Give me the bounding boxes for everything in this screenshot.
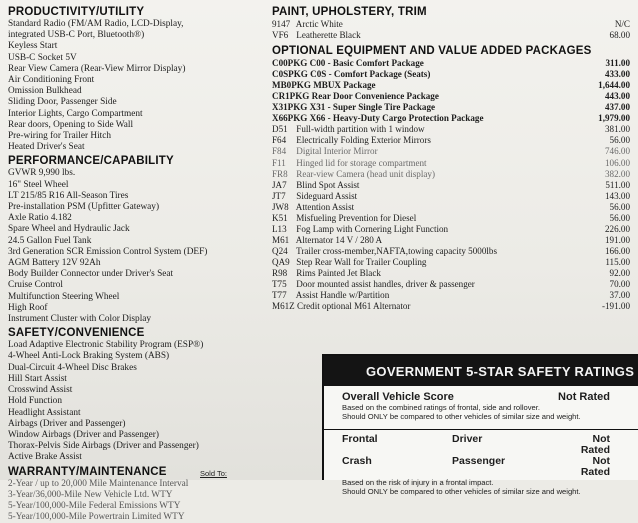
option-code: T75 [272, 279, 287, 290]
equipment-line: AGM Battery 12V 92Ah [8, 258, 101, 269]
equipment-line: Body Builder Connector under Driver's Seat [8, 269, 174, 280]
option-row [272, 180, 634, 191]
driver-label: Driver [452, 433, 483, 445]
option-price: 746.00 [604, 146, 630, 157]
standard-equipment-column [8, 6, 270, 523]
equipment-line: High Roof [8, 302, 48, 313]
paint-heading: PAINT, UPHOLSTERY, TRIM [272, 6, 427, 18]
option-price: 115.00 [605, 256, 630, 267]
equipment-line: Crosswind Assist [8, 385, 73, 396]
option-row [272, 257, 634, 268]
option-code: F64 [272, 135, 287, 146]
warranty-list [8, 479, 270, 523]
equipment-line: 3rd Generation SCR Emission Control System (DEF) [8, 246, 208, 257]
equipment-line: Airbags (Driver and Passenger) [8, 418, 126, 429]
equipment-line: integrated USB-C Port, Bluetooth®) [8, 30, 145, 41]
driver-value: Not Rated [580, 433, 610, 456]
option-price: 191.00 [604, 234, 630, 245]
option-price: 143.00 [604, 190, 630, 201]
option-code: FR8 [272, 168, 288, 179]
option-row [272, 235, 634, 246]
options-heading: OPTIONAL EQUIPMENT AND VALUE ADDED PACKAGES [272, 45, 592, 58]
crash-label: Crash [342, 455, 372, 467]
safety-list [8, 340, 270, 463]
option-description: Sideguard Assist [296, 190, 358, 201]
option-price: 437.00 [604, 102, 630, 113]
option-description: Blind Spot Assist [296, 179, 360, 190]
option-row [272, 91, 634, 102]
overall-score-section [324, 386, 638, 430]
option-row [272, 80, 634, 91]
option-code: R98 [272, 267, 288, 278]
productivity-list [8, 19, 270, 153]
equipment-line: USB-C Socket 5V [8, 52, 77, 63]
option-description: Credit optional M61 Alternator [297, 301, 411, 312]
option-price: 433.00 [604, 69, 630, 80]
equipment-line: Keyless Start [8, 41, 58, 52]
options-column [272, 6, 634, 312]
option-description: Fog Lamp with Cornering Light Function [296, 223, 449, 234]
option-row [272, 69, 634, 80]
frontal-note-2: Should ONLY be compared to other vehicles of similar size and weight. [342, 487, 581, 496]
equipment-line: Spare Wheel and Hydraulic Jack [8, 224, 130, 235]
passenger-label: Passenger [452, 455, 506, 467]
equipment-line: Sliding Door, Passenger Side [8, 97, 117, 108]
option-row [272, 301, 634, 312]
equipment-line: LT 215/85 R16 All-Season Tires [8, 190, 129, 201]
option-code: T77 [272, 290, 287, 301]
option-description: Alternator 14 V / 280 A [295, 234, 383, 245]
option-row [272, 58, 634, 69]
option-code: JW8 [272, 201, 289, 212]
option-code: X31PKG [272, 102, 308, 113]
option-price: N/C [614, 19, 630, 29]
equipment-line: Heated Driver's Seat [8, 142, 85, 153]
equipment-line: 3-Year/36,000-Mile New Vehicle Ltd. WTY [8, 489, 173, 500]
equipment-line: 5-Year/100,000-Mile Federal Emissions WTY [8, 500, 181, 511]
option-description: Trailer cross-member,NAFTA,towing capacity 5000lbs [296, 245, 497, 256]
equipment-line: Rear doors, Opening to Side Wall [8, 119, 134, 130]
option-row [272, 169, 634, 180]
equipment-line: 2-Year / up to 20,000 Mile Maintenance Interval [8, 478, 189, 489]
equipment-line: Hill Start Assist [8, 373, 67, 384]
option-row [272, 191, 634, 202]
option-row [272, 146, 634, 157]
option-code: JA7 [272, 179, 287, 190]
option-price: 166.00 [604, 245, 630, 256]
option-description: Rear-view Camera (head unit display) [296, 168, 435, 179]
option-code: C0SPKG [272, 69, 308, 80]
option-row [272, 290, 634, 301]
productivity-heading: PRODUCTIVITY/UTILITY [8, 6, 145, 18]
option-row [272, 30, 634, 41]
option-code: CR1PKG [272, 91, 310, 102]
equipment-line: Cruise Control [8, 280, 64, 291]
equipment-line: GVWR 9,990 lbs. [8, 168, 76, 179]
option-code: VF6 [272, 30, 289, 41]
overall-note-1: Based on the combined ratings of frontal, side and rollover. [342, 403, 540, 412]
overall-score-label: Overall Vehicle Score [342, 391, 454, 403]
option-description: Misfueling Prevention for Diesel [296, 212, 417, 223]
option-row [272, 135, 634, 146]
option-description: MBUX Package [313, 80, 376, 91]
option-price: -191.00 [601, 301, 630, 312]
option-price: 1,979.00 [598, 113, 630, 124]
options-list [272, 58, 634, 312]
warranty-heading: WARRANTY/MAINTENANCE [8, 465, 167, 478]
option-code: M61 [272, 234, 290, 245]
option-price: 56.00 [609, 212, 630, 223]
option-price: 382.00 [604, 168, 630, 179]
option-description: Door mounted assist handles, driver & passenger [296, 279, 475, 290]
paint-list [272, 19, 634, 41]
option-row [272, 202, 634, 213]
equipment-line: 5-Year/100,000-Mile Powertrain Limited WTY [8, 512, 185, 523]
option-price: 92.00 [609, 267, 630, 278]
option-description: Hinged lid for storage compartment [296, 157, 427, 168]
option-code: C00PKG [272, 58, 308, 69]
option-description: C00 - Basic Comfort Package [309, 58, 424, 69]
equipment-line: Headlight Assistant [8, 407, 81, 418]
equipment-line: Active Brake Assist [8, 452, 82, 463]
equipment-line: Thorax-Pelvis Side Airbags (Driver and Passenger) [8, 441, 199, 452]
equipment-line: Rear View Camera (Rear-View Mirror Display) [8, 63, 186, 74]
option-price: 106.00 [604, 157, 630, 168]
equipment-line: Pre-installation PSM (Upfitter Gateway) [8, 202, 160, 213]
safety-heading: SAFETY/CONVENIENCE [8, 327, 145, 340]
option-code: F11 [272, 157, 286, 168]
option-price: 226.00 [604, 223, 630, 234]
option-description: Rear Door Convenience Package [311, 91, 439, 102]
option-code: QA9 [272, 256, 290, 267]
equipment-line: Hold Function [8, 396, 62, 407]
option-description: Arctic White [295, 19, 343, 29]
equipment-line: 4-Wheel Anti-Lock Braking System (ABS) [8, 351, 170, 362]
option-price: 311.00 [605, 58, 630, 69]
option-code: 9147 [272, 19, 291, 29]
equipment-line: Omission Bulkhead [8, 86, 82, 97]
option-code: K51 [272, 212, 288, 223]
option-price: 56.00 [609, 201, 630, 212]
equipment-line: Axle Ratio 4.182 [8, 213, 72, 224]
option-row [272, 268, 634, 279]
option-row [272, 102, 634, 113]
option-code: Q24 [272, 245, 288, 256]
option-description: Leatherette Black [296, 30, 361, 41]
option-description: Step Rear Wall for Trailer Coupling [296, 256, 427, 267]
equipment-line: Dual-Circuit 4-Wheel Disc Brakes [8, 362, 137, 373]
frontal-label: Frontal [342, 433, 378, 445]
option-description: Full-width partition with 1 window [296, 124, 425, 135]
option-description: Assist Handle w/Partition [295, 290, 390, 301]
option-row [272, 124, 634, 135]
option-code: D51 [272, 124, 288, 135]
equipment-line: Interior Lights, Cargo Compartment [8, 108, 143, 119]
equipment-line: Pre-wiring for Trailer Hitch [8, 131, 112, 142]
option-row [272, 279, 634, 290]
equipment-line: Multifunction Steering Wheel [8, 291, 120, 302]
option-row [272, 246, 634, 257]
option-code: M61Z [272, 301, 295, 312]
option-code: L13 [272, 223, 287, 234]
option-description: X31 - Super Single Tire Package [309, 102, 436, 113]
option-price: 68.00 [609, 30, 630, 41]
overall-note-2: Should ONLY be compared to other vehicles of similar size and weight. [342, 412, 581, 421]
option-description: Electrically Folding Exterior Mirrors [296, 135, 431, 146]
option-price: 381.00 [604, 124, 630, 135]
option-code: MB0PKG [272, 80, 311, 91]
option-description: C0S - Comfort Package (Seats) [310, 69, 431, 80]
option-description: Attention Assist [295, 201, 355, 212]
option-price: 70.00 [609, 279, 630, 290]
option-row [272, 113, 634, 124]
equipment-line: Instrument Cluster with Color Display [8, 314, 152, 325]
ratings-title: GOVERNMENT 5-STAR SAFETY RATINGS [324, 356, 638, 386]
equipment-line: 24.5 Gallon Fuel Tank [8, 235, 92, 246]
option-row [272, 224, 634, 235]
option-row [272, 213, 634, 224]
option-description: Rims Painted Jet Black [296, 267, 381, 278]
option-price: 56.00 [609, 135, 630, 146]
option-description: X66 - Heavy-Duty Cargo Protection Package [309, 113, 484, 124]
option-price: 511.00 [605, 179, 630, 190]
frontal-note-1: Based on the risk of injury in a frontal impact. [342, 478, 494, 487]
option-description: Digital Interior Mirror [296, 146, 378, 157]
option-row [272, 158, 634, 169]
option-price: 443.00 [604, 91, 630, 102]
equipment-line: Window Airbags (Driver and Passenger) [8, 429, 159, 440]
equipment-line: 16" Steel Wheel [8, 179, 69, 190]
option-code: X66PKG [272, 113, 308, 124]
option-price: 1,644.00 [598, 80, 630, 91]
option-row [272, 19, 634, 30]
safety-ratings-box [322, 354, 638, 496]
overall-score-value: Not Rated [558, 391, 610, 403]
option-price: 37.00 [609, 290, 630, 301]
performance-list [8, 168, 270, 325]
equipment-line: Air Conditioning Front [8, 75, 95, 86]
equipment-line: Standard Radio (FM/AM Radio, LCD-Display, [8, 19, 184, 29]
option-code: JT7 [272, 190, 286, 201]
option-code: F84 [272, 146, 287, 157]
equipment-line: Load Adaptive Electronic Stability Program (ESP®) [8, 340, 204, 351]
passenger-value: Not Rated [580, 455, 610, 478]
performance-heading: PERFORMANCE/CAPABILITY [8, 155, 174, 168]
frontal-crash-section [324, 430, 638, 496]
sold-to-label: Sold To: [200, 469, 227, 478]
